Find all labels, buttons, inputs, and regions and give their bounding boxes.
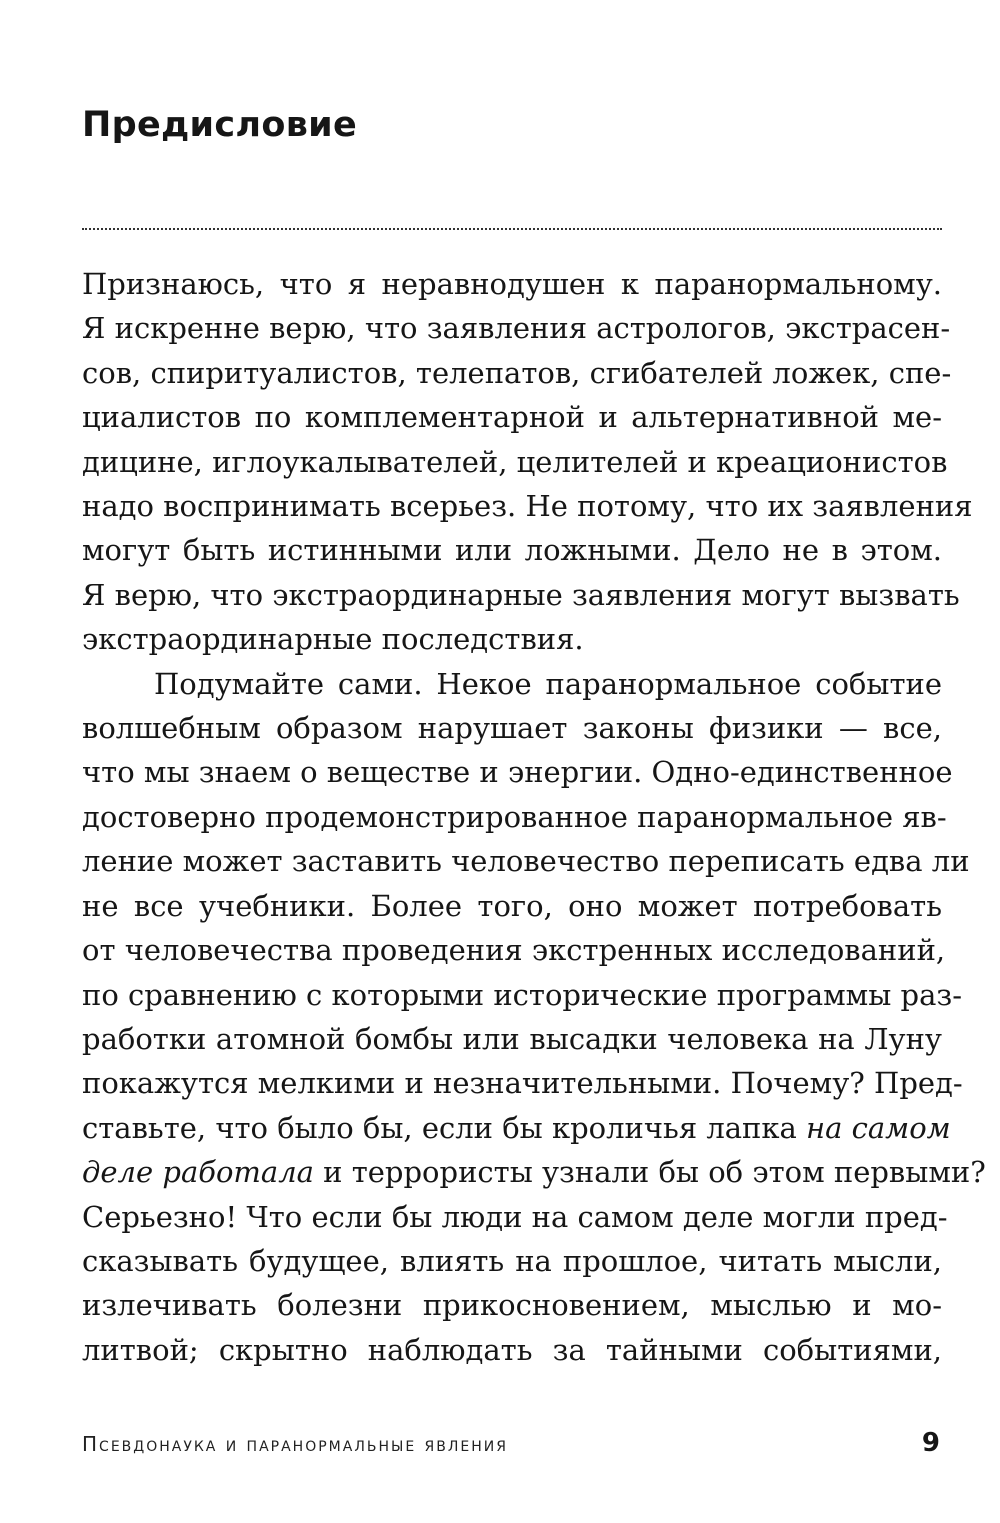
page-number: 9 [921, 1428, 940, 1458]
page-footer [82, 1428, 940, 1458]
text-line: Серьезно! Что если бы люди на самом деле могли пред- [82, 1199, 948, 1234]
text-line: что мы знаем о веществе и энергии. Одно-единственное [82, 755, 953, 790]
dotted-divider [82, 228, 942, 230]
text-line: Я верю, что экстраординарные заявления могут вызвать [82, 577, 960, 612]
text-line: Признаюсь, что я неравнодушен к паранормальному. [82, 267, 942, 301]
text-line: Я искренне верю, что заявления астрологов, экстрасен- [82, 311, 951, 346]
text-line: могут быть истинными или ложными. Дело не в этом. [82, 533, 942, 568]
body-text [82, 262, 986, 1372]
text-line: экстраординарные последствия. [82, 622, 584, 657]
emphasis-text: на самом [806, 1110, 951, 1145]
text-run: ставьте, что было бы, если бы кроличья лапка [82, 1110, 807, 1145]
text-line: от человечества проведения экстренных исследований, [82, 933, 946, 968]
text-line: по сравнению с которыми исторические программы раз- [82, 977, 962, 1012]
text-line: работки атомной бомбы или высадки человека на Луну [82, 1021, 942, 1056]
text-line: волшебным образом нарушает законы физики — все, [82, 711, 942, 746]
text-run: и террористы узнали бы об этом первыми? [313, 1155, 986, 1190]
text-line: излечивать болезни прикосновением, мыслью и мо- [82, 1288, 942, 1323]
text-line: сов, спиритуалистов, телепатов, сгибателей ложек, спе- [82, 355, 952, 390]
text-line: ление может заставить человечество переписать едва ли [82, 844, 970, 879]
text-line: Подумайте сами. Некое паранормальное событие [154, 666, 942, 701]
text-line: сказывать будущее, влиять на прошлое, читать мысли, [82, 1243, 942, 1278]
paragraph-1 [82, 262, 973, 662]
text-line: надо воспринимать всерьез. Не потому, что их заявления [82, 489, 973, 524]
text-line: циалистов по комплементарной и альтернативной ме- [82, 400, 942, 435]
text-line: литвой; скрытно наблюдать за тайными событиями, [82, 1332, 942, 1367]
paragraph-2 [82, 662, 986, 1373]
text-line: дицине, иглоукалывателей, целителей и креационистов [82, 444, 948, 479]
text-line: покажутся мелкими и незначительными. Почему? Пред- [82, 1066, 963, 1101]
text-line [82, 1150, 986, 1194]
page-title: Предисловие [82, 105, 358, 145]
text-line [82, 1106, 951, 1150]
text-line: достоверно продемонстрированное паранормальное яв- [82, 799, 947, 834]
emphasis-text: деле работала [82, 1155, 314, 1190]
running-head: Псевдонаука и паранормальные явления [82, 1432, 508, 1456]
text-line: не все учебники. Более того, оно может потребовать [82, 888, 942, 923]
